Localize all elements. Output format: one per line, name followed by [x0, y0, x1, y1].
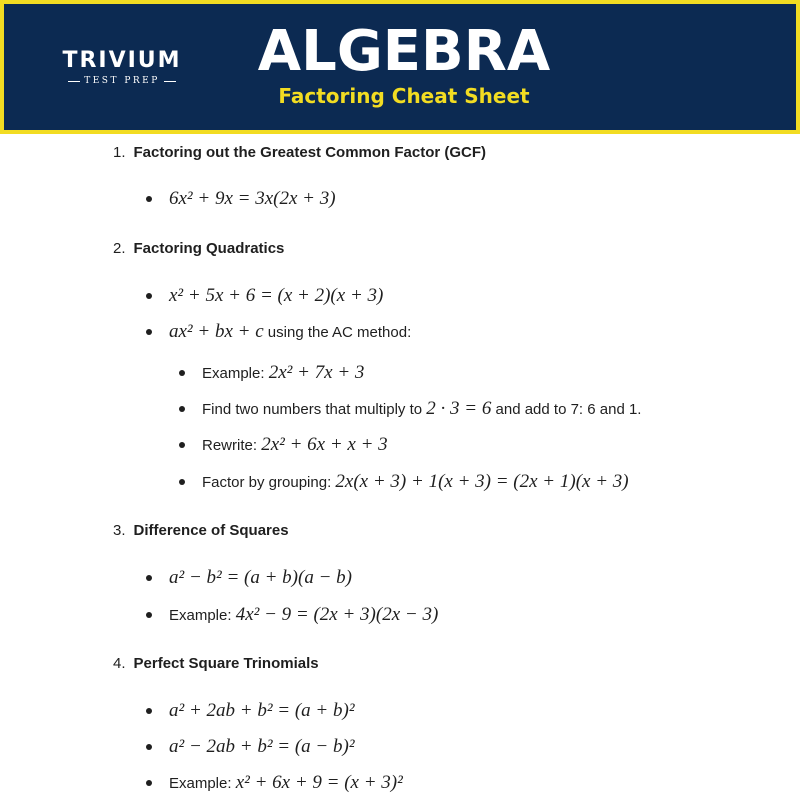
- item-text: Factor by grouping:: [202, 474, 336, 491]
- item-text: Find two numbers that multiply to: [202, 401, 427, 418]
- bullet-icon: [146, 708, 152, 714]
- bullet-icon: [146, 575, 152, 581]
- sub-list-item: [202, 434, 388, 457]
- section-heading: [113, 239, 284, 259]
- logo-tagline-text: TEST PREP: [84, 76, 160, 86]
- bullet-icon: [146, 329, 152, 335]
- section-title: Factoring out the Greatest Common Factor (GCF): [133, 144, 487, 161]
- item-math: 4x² − 9 = (2x + 3)(2x − 3): [235, 604, 439, 625]
- bullet-icon: [179, 479, 185, 485]
- section-number: 3.: [113, 522, 126, 539]
- list-item: [169, 188, 336, 211]
- sub-list-item: [202, 471, 629, 494]
- item-math: a² − b² = (a + b)(a − b): [169, 567, 352, 588]
- bullet-icon: [179, 370, 185, 376]
- item-math: 6x² + 9x = 3x(2x + 3): [169, 188, 336, 209]
- list-item: [169, 736, 355, 759]
- section-heading: [113, 521, 289, 541]
- item-math: 2x² + 6x + x + 3: [261, 434, 388, 455]
- logo-wordmark: TRIVIUM: [62, 48, 182, 73]
- list-item: [169, 772, 403, 795]
- section-number: 4.: [113, 655, 126, 672]
- section-heading: [113, 143, 486, 163]
- item-text: Rewrite:: [202, 437, 262, 454]
- item-text-after: and add to 7: 6 and 1.: [491, 401, 642, 418]
- item-math: x² + 5x + 6 = (x + 2)(x + 3): [169, 285, 384, 306]
- section-title: Perfect Square Trinomials: [133, 655, 319, 672]
- item-math: 2 · 3 = 6: [426, 398, 492, 419]
- item-math: x² + 6x + 9 = (x + 3)²: [235, 772, 403, 793]
- bullet-icon: [146, 196, 152, 202]
- item-math: a² + 2ab + b² = (a + b)²: [169, 700, 355, 721]
- page-title: ALGEBRA: [257, 19, 551, 84]
- list-item: [169, 321, 411, 344]
- list-item: [169, 700, 355, 723]
- item-text: Example:: [169, 607, 236, 624]
- page-subtitle: Factoring Cheat Sheet: [278, 84, 530, 108]
- sub-list-item: [202, 398, 641, 421]
- section-number: 1.: [113, 144, 126, 161]
- list-item: [169, 285, 383, 308]
- item-text: Example:: [202, 365, 269, 382]
- item-math: ax² + bx + c: [169, 321, 264, 342]
- bullet-icon: [146, 293, 152, 299]
- sub-list-item: [202, 362, 364, 385]
- section-heading: [113, 654, 319, 674]
- bullet-icon: [179, 406, 185, 412]
- section-title: Difference of Squares: [133, 522, 289, 539]
- bullet-icon: [179, 442, 185, 448]
- section-title: Factoring Quadratics: [133, 240, 285, 257]
- item-text-after: using the AC method:: [263, 324, 412, 341]
- bullet-icon: [146, 612, 152, 618]
- bullet-icon: [146, 744, 152, 750]
- bullet-icon: [146, 780, 152, 786]
- section-number: 2.: [113, 240, 126, 257]
- item-math: 2x(x + 3) + 1(x + 3) = (2x + 1)(x + 3): [335, 471, 629, 492]
- item-math: a² − 2ab + b² = (a − b)²: [169, 736, 355, 757]
- list-item: [169, 567, 352, 590]
- item-text: Example:: [169, 775, 236, 792]
- item-math: 2x² + 7x + 3: [268, 362, 365, 383]
- list-item: [169, 604, 438, 627]
